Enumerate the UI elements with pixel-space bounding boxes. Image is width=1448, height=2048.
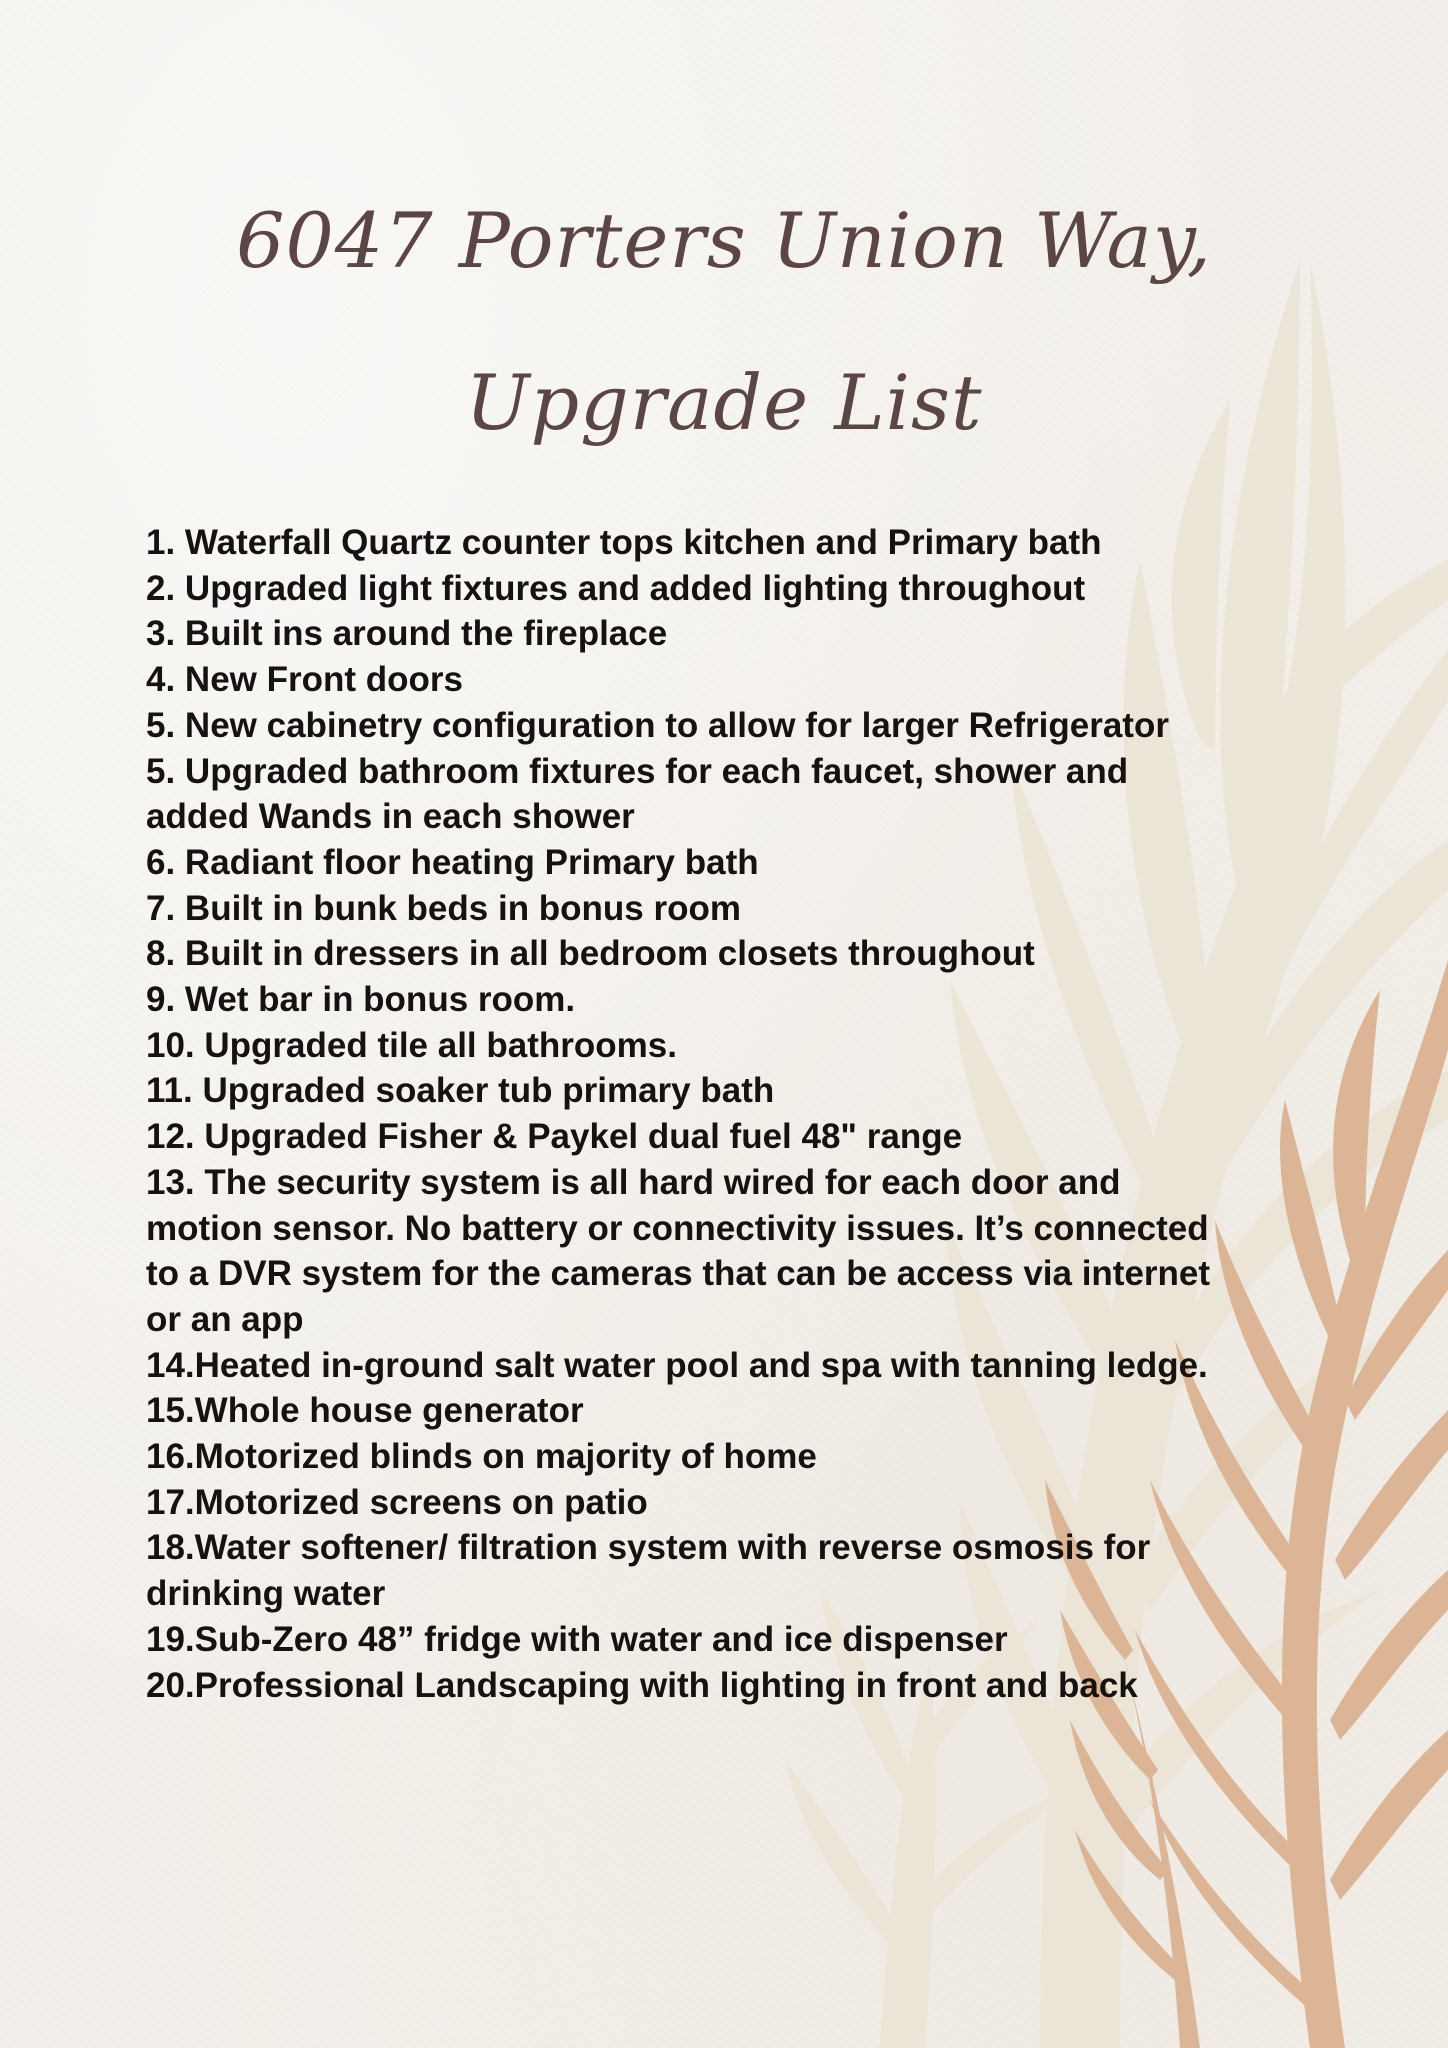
upgrade-list — [146, 520, 1216, 1708]
list-item: 15.Whole house generator — [146, 1391, 584, 1431]
list-item: 13. The security system is all hard wired for each door and motion sensor. No battery or connectivity issues. It’s connected to a DVR system for the cameras that can be access via internet or an app — [146, 1162, 1211, 1339]
list-item: 16.Motorized blinds on majority of home — [146, 1437, 817, 1477]
list-item: 9. Wet bar in bonus room. — [146, 980, 576, 1020]
list-item: 7. Built in bunk beds in bonus room — [146, 888, 741, 928]
page-title: 6047 Porters Union Way, — [236, 196, 1212, 285]
list-item: 8. Built in dressers in all bedroom closets throughout — [146, 934, 1035, 974]
list-item: 17.Motorized screens on patio — [146, 1482, 648, 1522]
list-item: 18.Water softener/ filtration system with reverse osmosis for drinking water — [146, 1528, 1151, 1614]
list-item: 12. Upgraded Fisher & Paykel dual fuel 48" range — [146, 1117, 963, 1157]
list-item: 19.Sub-Zero 48” fridge with water and ice dispenser — [146, 1619, 1008, 1659]
list-item: 2. Upgraded light fixtures and added lighting throughout — [146, 568, 1086, 608]
list-item: 5. New cabinetry configuration to allow for larger Refrigerator — [146, 705, 1169, 745]
list-item: 20.Professional Landscaping with lighting in front and back — [146, 1665, 1138, 1705]
list-item: 11. Upgraded soaker tub primary bath — [146, 1071, 775, 1111]
list-item: 10. Upgraded tile all bathrooms. — [146, 1025, 677, 1065]
page-subtitle: Upgrade List — [465, 358, 983, 447]
list-item: 5. Upgraded bathroom fixtures for each faucet, shower and added Wands in each shower — [146, 751, 1129, 837]
list-item: 1. Waterfall Quartz counter tops kitchen and Primary bath — [146, 523, 1102, 562]
list-item: 14.Heated in-ground salt water pool and spa with tanning ledge. — [146, 1345, 1208, 1385]
list-item: 3. Built ins around the fireplace — [146, 614, 668, 654]
list-item: 4. New Front doors — [146, 660, 463, 700]
list-item: 6. Radiant floor heating Primary bath — [146, 842, 759, 882]
